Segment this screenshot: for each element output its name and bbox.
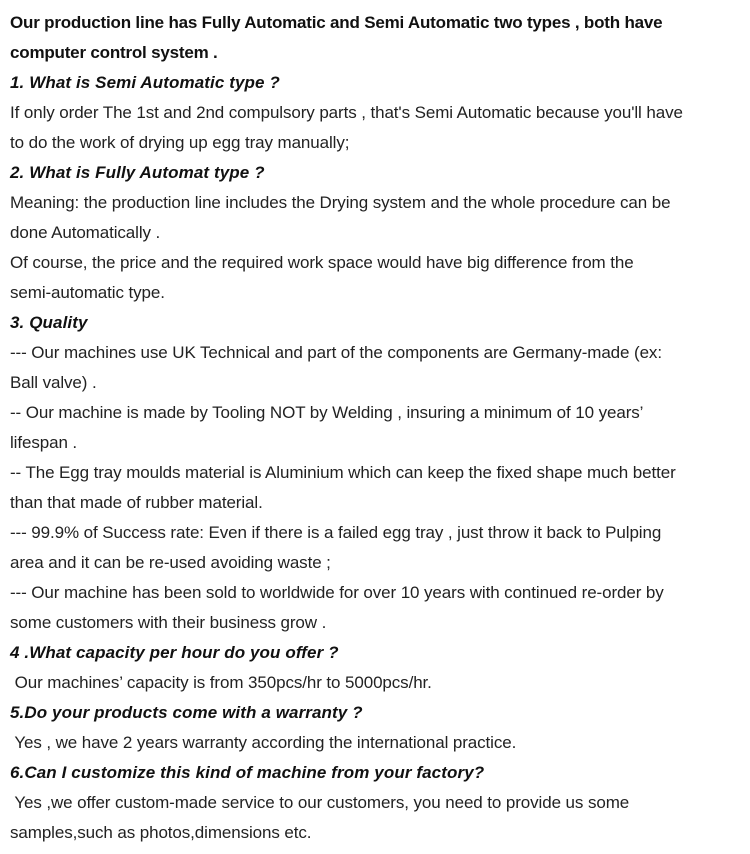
paragraph-line: --- Our machine has been sold to worldwide for over 10 years with continued re-order by [10, 583, 664, 602]
section-heading: 6.Can I customize this kind of machine from your factory? [10, 763, 485, 782]
paragraph-line: -- Our machine is made by Tooling NOT by Welding , insuring a minimum of 10 years’ [10, 403, 644, 422]
section-fully-automatic [10, 158, 742, 308]
section-heading: 4 .What capacity per hour do you offer ? [10, 643, 339, 662]
section-heading: 2. What is Fully Automat type ? [10, 163, 265, 182]
paragraph-line: than that made of rubber material. [10, 493, 263, 512]
intro-line: computer control system . [10, 43, 218, 62]
paragraph-line: Ball valve) . [10, 373, 97, 392]
paragraph-line: --- Our machines use UK Technical and part of the components are Germany-made (ex: [10, 343, 662, 362]
paragraph-line: to do the work of drying up egg tray manually; [10, 133, 350, 152]
paragraph-line: Yes ,we offer custom-made service to our customers, you need to provide us some [10, 793, 630, 812]
paragraph-line: If only order The 1st and 2nd compulsory parts , that's Semi Automatic because you'll have [10, 103, 683, 122]
section-capacity [10, 638, 742, 698]
section-customization [10, 758, 742, 848]
section-heading: 1. What is Semi Automatic type ? [10, 73, 280, 92]
section-heading: 3. Quality [10, 313, 88, 332]
paragraph-line: area and it can be re-used avoiding waste ; [10, 553, 331, 572]
intro-paragraph [10, 8, 742, 68]
paragraph-line: Our machines’ capacity is from 350pcs/hr to 5000pcs/hr. [10, 673, 432, 692]
paragraph-line: semi-automatic type. [10, 283, 165, 302]
section-semi-automatic [10, 68, 742, 158]
paragraph-line: Of course, the price and the required work space would have big difference from the [10, 253, 634, 272]
paragraph-line: Yes , we have 2 years warranty according the international practice. [10, 733, 517, 752]
section-heading: 5.Do your products come with a warranty ? [10, 703, 363, 722]
paragraph-line: lifespan . [10, 433, 78, 452]
paragraph-line: samples,such as photos,dimensions etc. [10, 823, 312, 842]
paragraph-line: some customers with their business grow . [10, 613, 327, 632]
paragraph-line: --- 99.9% of Success rate: Even if there is a failed egg tray , just throw it back to Pulping [10, 523, 662, 542]
paragraph-line: -- The Egg tray moulds material is Aluminium which can keep the fixed shape much better [10, 463, 676, 482]
section-quality [10, 308, 742, 638]
section-warranty [10, 698, 742, 758]
intro-line: Our production line has Fully Automatic and Semi Automatic two types , both have [10, 13, 663, 32]
paragraph-line: Meaning: the production line includes the Drying system and the whole procedure can be [10, 193, 671, 212]
paragraph-line: done Automatically . [10, 223, 161, 242]
